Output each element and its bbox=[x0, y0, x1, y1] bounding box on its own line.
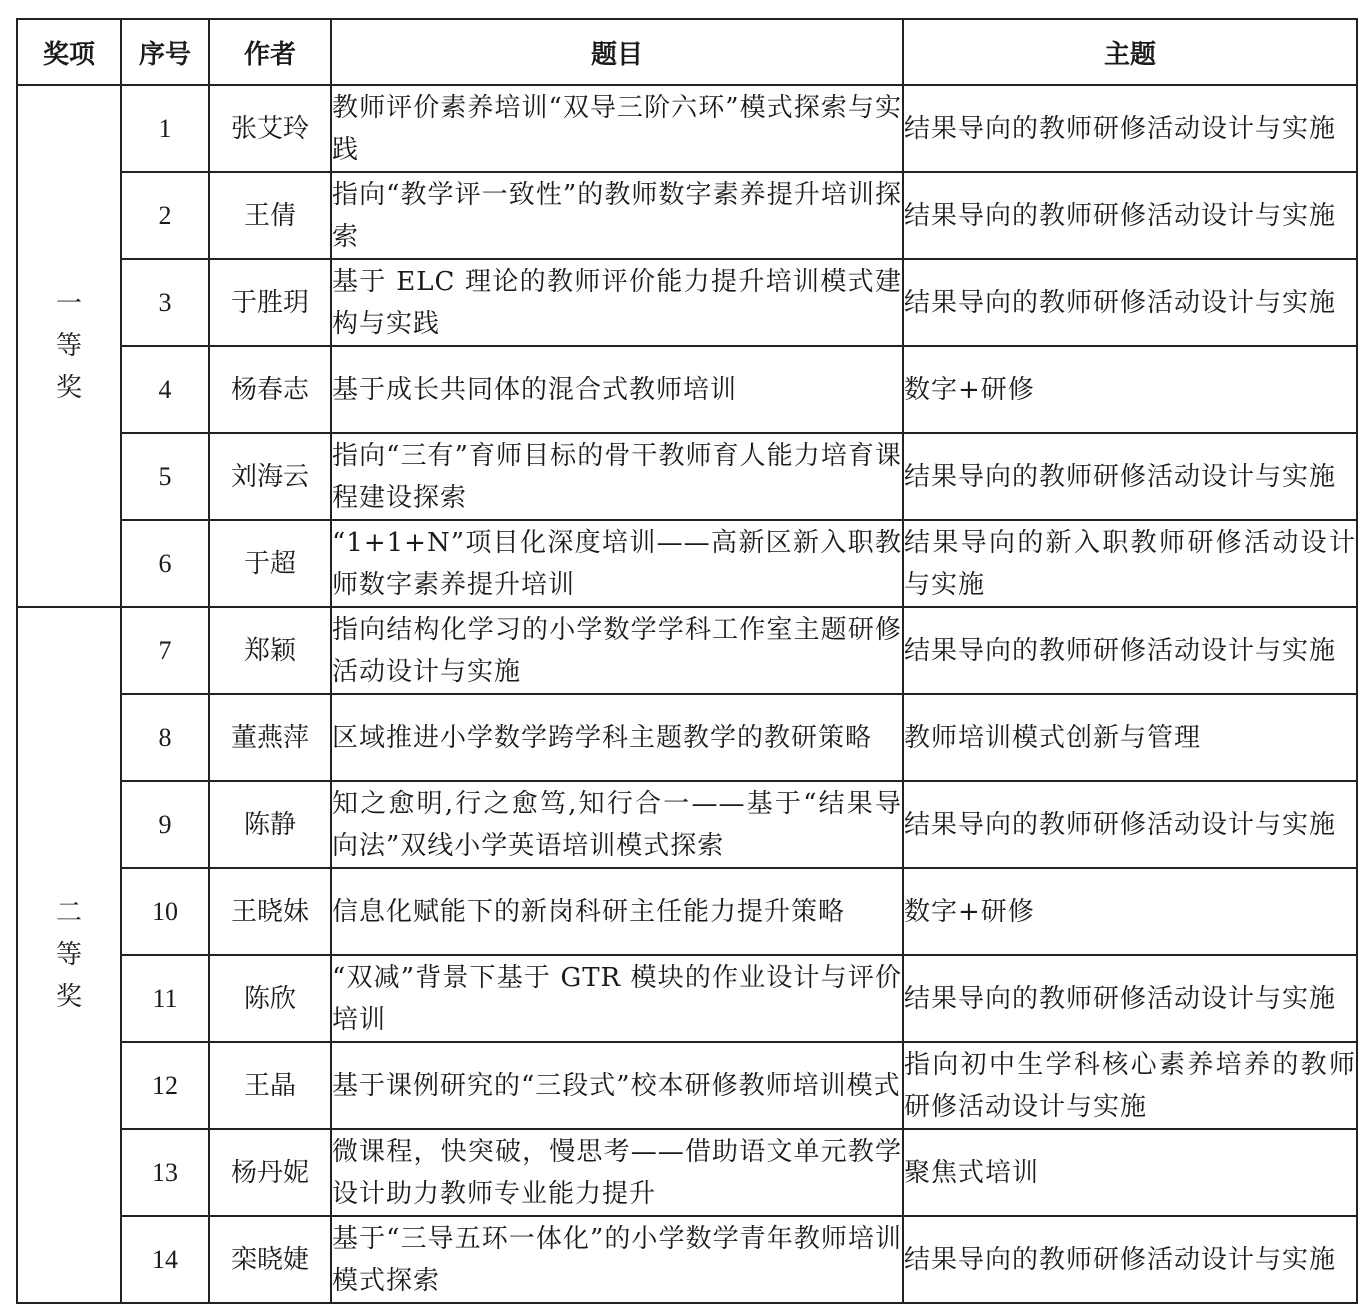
award-level-cell bbox=[17, 85, 121, 607]
paper-theme: 结果导向的教师研修活动设计与实施 bbox=[903, 433, 1357, 520]
author-name: 杨春志 bbox=[209, 346, 331, 433]
table-row bbox=[17, 172, 1357, 259]
author-name: 郑颖 bbox=[209, 607, 331, 694]
paper-theme: 数字+研修 bbox=[903, 868, 1357, 955]
award-level-cell bbox=[17, 607, 121, 1303]
paper-title: “1+1+N”项目化深度培训——高新区新入职教师数字素养提升培训 bbox=[331, 520, 903, 607]
author-name: 陈欣 bbox=[209, 955, 331, 1042]
seq-number: 1 bbox=[121, 85, 209, 172]
seq-number: 14 bbox=[121, 1216, 209, 1303]
author-name: 董燕萍 bbox=[209, 694, 331, 781]
paper-theme: 结果导向的教师研修活动设计与实施 bbox=[903, 781, 1357, 868]
author-name: 于超 bbox=[209, 520, 331, 607]
author-name: 王倩 bbox=[209, 172, 331, 259]
header-author: 作者 bbox=[209, 19, 331, 85]
table-row bbox=[17, 1042, 1357, 1129]
paper-title: 区域推进小学数学跨学科主题教学的教研策略 bbox=[331, 694, 903, 781]
table-row bbox=[17, 520, 1357, 607]
author-name: 张艾玲 bbox=[209, 85, 331, 172]
paper-theme: 结果导向的教师研修活动设计与实施 bbox=[903, 955, 1357, 1042]
seq-number: 8 bbox=[121, 694, 209, 781]
seq-number: 9 bbox=[121, 781, 209, 868]
paper-title: 基于“三导五环一体化”的小学数学青年教师培训模式探索 bbox=[331, 1216, 903, 1303]
header-row bbox=[17, 19, 1357, 85]
author-name: 栾晓婕 bbox=[209, 1216, 331, 1303]
seq-number: 10 bbox=[121, 868, 209, 955]
paper-theme: 结果导向的教师研修活动设计与实施 bbox=[903, 1216, 1357, 1303]
header-seq: 序号 bbox=[121, 19, 209, 85]
award-level-label: 二等奖 bbox=[55, 898, 82, 1012]
author-name: 刘海云 bbox=[209, 433, 331, 520]
table-row bbox=[17, 607, 1357, 694]
paper-theme: 数字+研修 bbox=[903, 346, 1357, 433]
paper-theme: 聚焦式培训 bbox=[903, 1129, 1357, 1216]
paper-theme: 结果导向的教师研修活动设计与实施 bbox=[903, 172, 1357, 259]
paper-title: 教师评价素养培训“双导三阶六环”模式探索与实践 bbox=[331, 85, 903, 172]
table-row bbox=[17, 346, 1357, 433]
paper-title: 指向结构化学习的小学数学学科工作室主题研修活动设计与实施 bbox=[331, 607, 903, 694]
author-name: 于胜玥 bbox=[209, 259, 331, 346]
paper-title: 知之愈明,行之愈笃,知行合一——基于“结果导向法”双线小学英语培训模式探索 bbox=[331, 781, 903, 868]
paper-theme: 结果导向的教师研修活动设计与实施 bbox=[903, 259, 1357, 346]
author-name: 杨丹妮 bbox=[209, 1129, 331, 1216]
paper-title: “双减”背景下基于 GTR 模块的作业设计与评价培训 bbox=[331, 955, 903, 1042]
seq-number: 5 bbox=[121, 433, 209, 520]
award-level-label: 一等奖 bbox=[55, 289, 82, 403]
table-row bbox=[17, 1129, 1357, 1216]
seq-number: 4 bbox=[121, 346, 209, 433]
paper-theme: 指向初中生学科核心素养培养的教师研修活动设计与实施 bbox=[903, 1042, 1357, 1129]
table-row bbox=[17, 1216, 1357, 1303]
paper-title: 基于 ELC 理论的教师评价能力提升培训模式建构与实践 bbox=[331, 259, 903, 346]
paper-theme: 结果导向的教师研修活动设计与实施 bbox=[903, 607, 1357, 694]
paper-title: 指向“三有”育师目标的骨干教师育人能力培育课程建设探索 bbox=[331, 433, 903, 520]
paper-title: 指向“教学评一致性”的教师数字素养提升培训探索 bbox=[331, 172, 903, 259]
page-top-edge bbox=[0, 0, 1362, 18]
seq-number: 6 bbox=[121, 520, 209, 607]
author-name: 陈静 bbox=[209, 781, 331, 868]
seq-number: 7 bbox=[121, 607, 209, 694]
table-row bbox=[17, 955, 1357, 1042]
table-row bbox=[17, 85, 1357, 172]
paper-theme: 结果导向的教师研修活动设计与实施 bbox=[903, 85, 1357, 172]
table-row bbox=[17, 694, 1357, 781]
table-body bbox=[17, 85, 1357, 1303]
author-name: 王晓妹 bbox=[209, 868, 331, 955]
seq-number: 12 bbox=[121, 1042, 209, 1129]
seq-number: 11 bbox=[121, 955, 209, 1042]
paper-theme: 教师培训模式创新与管理 bbox=[903, 694, 1357, 781]
paper-theme: 结果导向的新入职教师研修活动设计与实施 bbox=[903, 520, 1357, 607]
paper-title: 微课程，快突破，慢思考——借助语文单元教学设计助力教师专业能力提升 bbox=[331, 1129, 903, 1216]
paper-title: 基于成长共同体的混合式教师培训 bbox=[331, 346, 903, 433]
awards-table bbox=[16, 18, 1358, 1304]
table-row bbox=[17, 259, 1357, 346]
paper-title: 信息化赋能下的新岗科研主任能力提升策略 bbox=[331, 868, 903, 955]
header-award: 奖项 bbox=[17, 19, 121, 85]
seq-number: 2 bbox=[121, 172, 209, 259]
table-row bbox=[17, 868, 1357, 955]
seq-number: 13 bbox=[121, 1129, 209, 1216]
table-row bbox=[17, 781, 1357, 868]
seq-number: 3 bbox=[121, 259, 209, 346]
header-theme: 主题 bbox=[903, 19, 1357, 85]
paper-title: 基于课例研究的“三段式”校本研修教师培训模式 bbox=[331, 1042, 903, 1129]
header-title: 题目 bbox=[331, 19, 903, 85]
table-row bbox=[17, 433, 1357, 520]
author-name: 王晶 bbox=[209, 1042, 331, 1129]
